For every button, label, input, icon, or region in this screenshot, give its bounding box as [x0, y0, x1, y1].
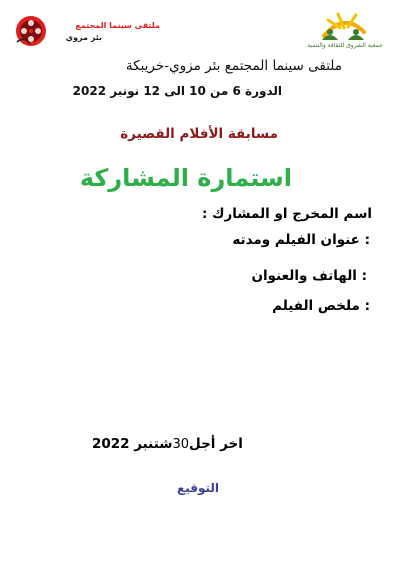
association-name: جمعية الشروق للثقافة والتنمية [307, 42, 383, 49]
session-dates: الدورة 6 من 10 الى 12 نونبر 2022 [72, 84, 282, 98]
film-reel-icon [14, 14, 48, 48]
forum-title: ملتقى سينما المجتمع بئر مزوي-خريبكة [125, 58, 342, 74]
form-title: استمارة المشاركة [79, 164, 292, 192]
competition-title: مسابقة الأفلام القصيرة [120, 126, 278, 142]
logo-text-place: بئر مزوي [65, 33, 102, 42]
cinema-forum-logo [14, 12, 164, 54]
sunrise-icon [316, 10, 372, 42]
association-logo [302, 10, 388, 56]
deadline [92, 436, 312, 452]
logo-text-forum: ملتقى سينما المجتمع [75, 21, 160, 30]
phone-address-field-label: : الهاتف والعنوان [251, 268, 367, 284]
deadline-label: اخر أجل [189, 436, 243, 452]
film-title-field-label: : عنوان الفيلم ومدته [232, 232, 370, 248]
deadline-day: 30 [172, 437, 190, 452]
deadline-month-year: شتنبر 2022 [92, 436, 173, 452]
summary-field-label: : ملخص الفيلم [272, 298, 370, 314]
director-field-label: اسم المخرج او المشارك : [201, 206, 372, 222]
signature-label: التوقيع [177, 481, 219, 495]
